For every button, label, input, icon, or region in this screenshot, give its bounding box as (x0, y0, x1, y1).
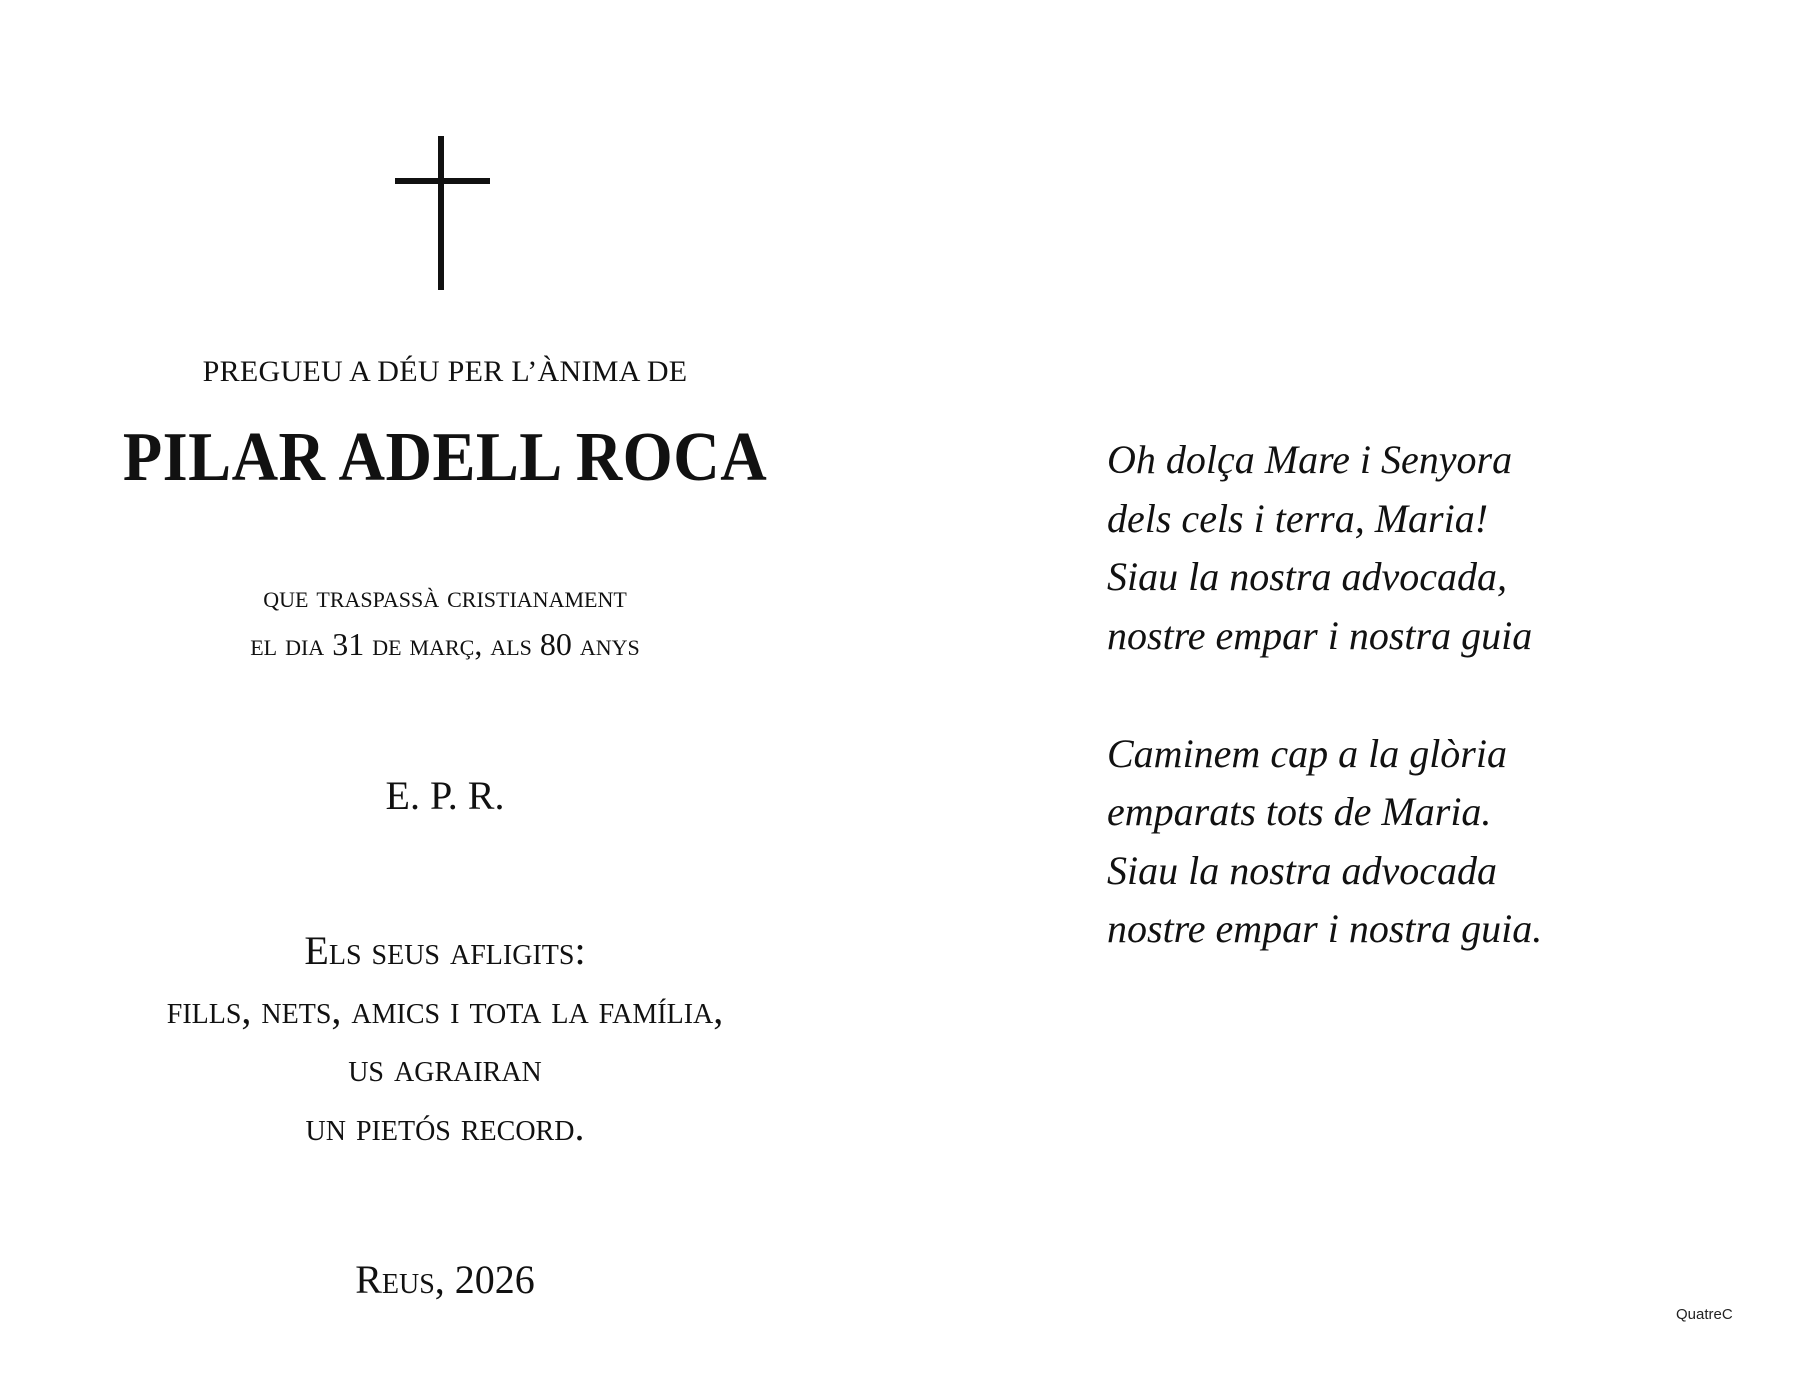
place-year: Reus, 2026 (355, 1257, 535, 1302)
poem-line: nostre empar i nostra guia. (1107, 906, 1543, 951)
epr-text: E. P. R. (385, 773, 505, 818)
family-line: fills, nets, amics i tota la família, (166, 987, 724, 1032)
poem-line: Caminem cap a la glòria (1107, 731, 1507, 776)
poem-line: emparats tots de Maria. (1107, 789, 1492, 834)
cross-icon (395, 136, 490, 290)
poem-line: Oh dolça Mare i Senyora (1107, 437, 1513, 482)
poem-line: nostre empar i nostra guia (1107, 613, 1533, 658)
deceased-name: PILAR ADELL ROCA (122, 419, 768, 496)
family-line: un pietós record. (305, 1104, 585, 1149)
family-line: us agrairan (348, 1045, 542, 1090)
passed-line-2: el dia 31 de març, als 80 anys (250, 626, 640, 662)
imprint-mark: QuatreC (1676, 1306, 1733, 1323)
passed-line-1: que traspassà cristianament (263, 578, 627, 614)
card-left-panel (0, 0, 890, 1382)
family-line: Els seus afligits: (304, 928, 586, 973)
poem-line: dels cels i terra, Maria! (1107, 496, 1489, 541)
poem-line: Siau la nostra advocada, (1107, 554, 1507, 599)
prayer-intro: PREGUEU A DÉU PER L’ÀNIMA DE (202, 355, 688, 388)
poem-line: Siau la nostra advocada (1107, 848, 1497, 893)
